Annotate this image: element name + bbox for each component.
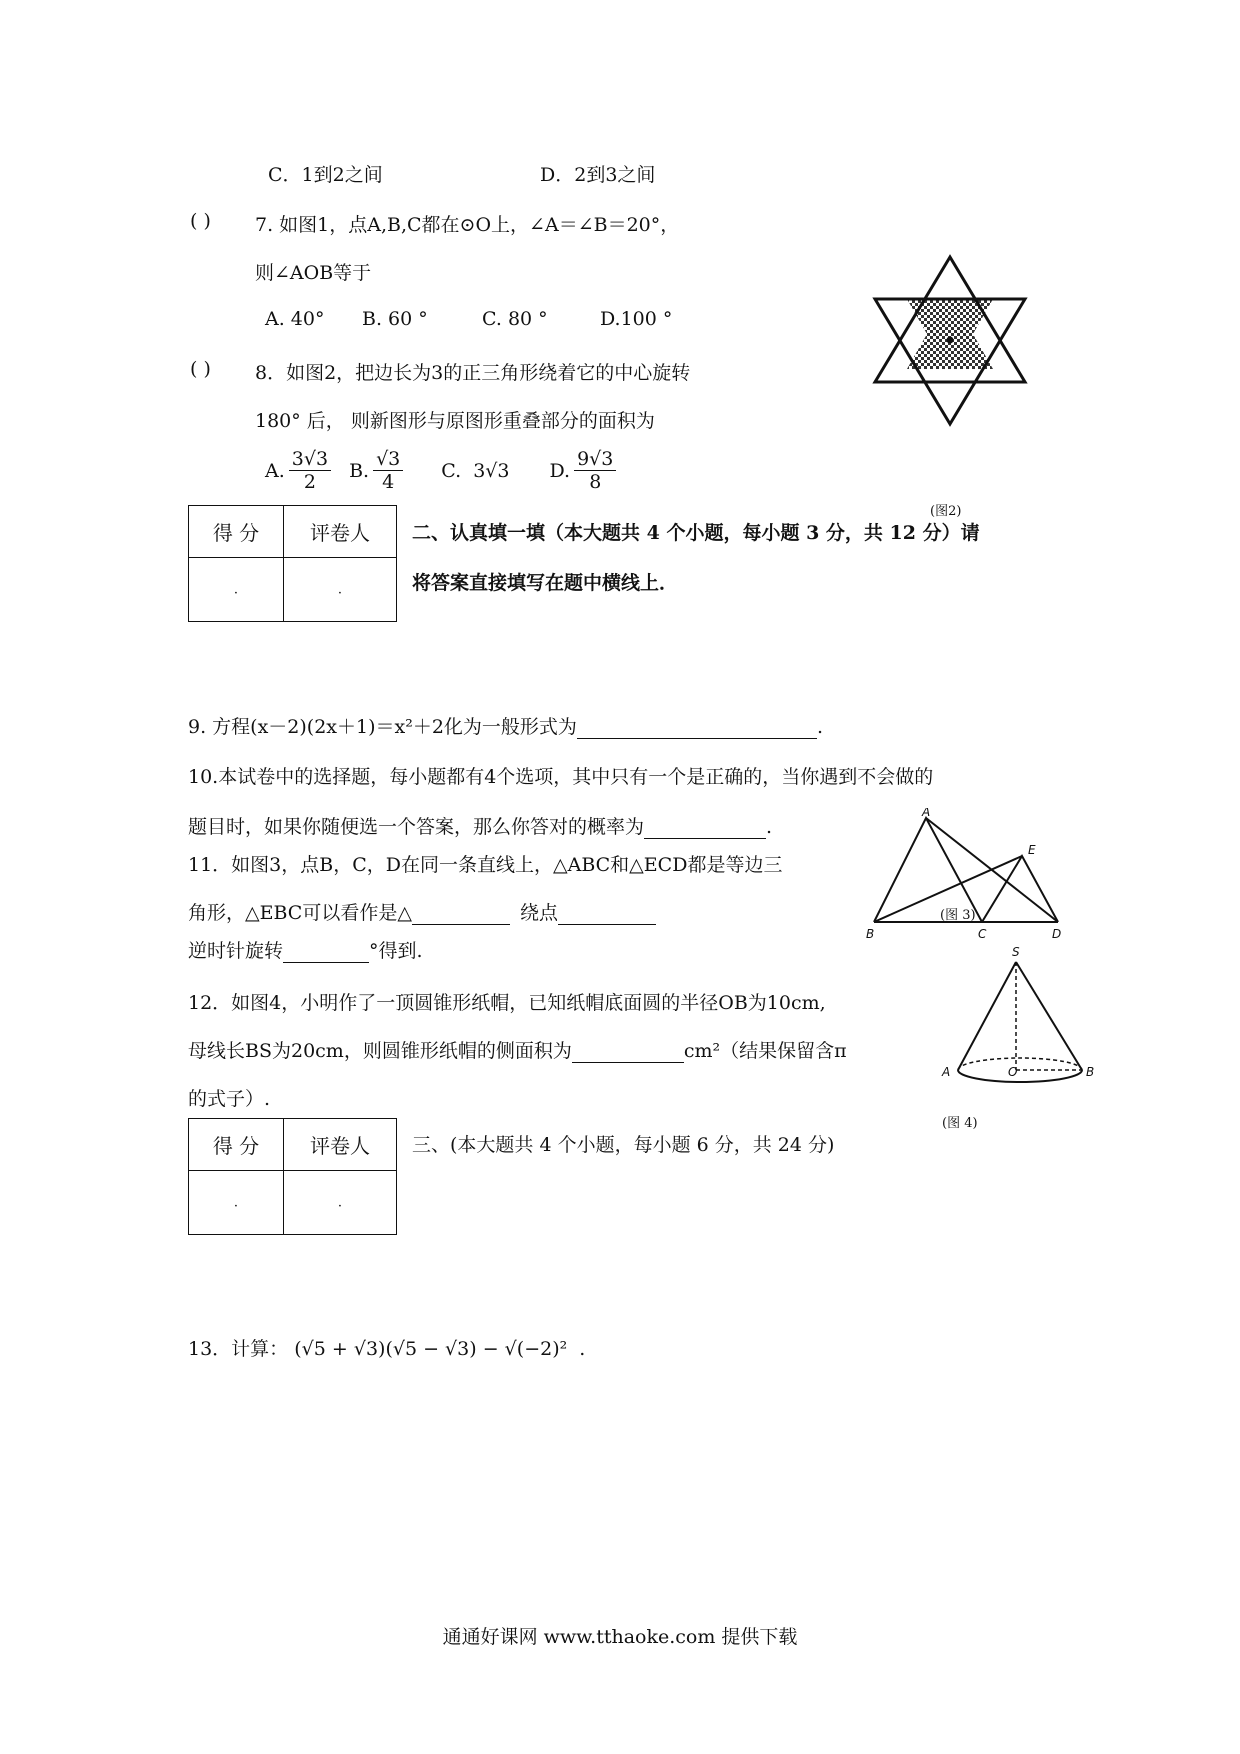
q12-line1: 12．如图4，小明作了一顶圆锥形纸帽，已知纸帽底面圆的半径OB为10cm,: [188, 992, 826, 1014]
grader-cell-mark: ·: [337, 1198, 343, 1214]
q8-option-a-label: A.: [265, 459, 285, 482]
grader-header: 评卷人: [284, 506, 397, 558]
score-table-section-3: [188, 1118, 397, 1235]
q10-answer-blank[interactable]: [644, 818, 766, 839]
q11-line2: [188, 898, 656, 925]
figure-2-caption: (图2): [930, 504, 962, 519]
q9-period: .: [816, 716, 823, 738]
q11-line1: 11．如图3，点B，C，D在同一条直线上，△ABC和△ECD都是等边三: [188, 854, 783, 876]
q7-option-b: B. 60 °: [362, 308, 428, 330]
q6-option-d: D．2到3之间: [540, 164, 656, 186]
q10-line2: [188, 812, 772, 839]
q8-option-d-label: D.: [549, 459, 571, 482]
q8-option-c-label: C.: [441, 459, 462, 482]
q13-label: 13．计算：: [188, 1338, 289, 1360]
q7-stem-line2: 则∠AOB等于: [255, 262, 372, 284]
point-label-a: A: [942, 1065, 951, 1079]
grader-cell[interactable]: [284, 1171, 397, 1235]
section-2-heading-line2: 将答案直接填写在题中横线上．: [412, 572, 679, 594]
section-2-heading-line1: 二、认真填一填（本大题共 4 个小题，每小题 3 分，共 12 分）请: [412, 522, 980, 544]
figure-4-caption: (图 4): [942, 1116, 978, 1131]
figure-3-caption: (图 3): [940, 908, 976, 923]
q11-angle-blank[interactable]: [283, 942, 369, 963]
q7-answer-paren: ( ): [190, 210, 211, 232]
score-cell[interactable]: [189, 1171, 284, 1235]
point-label-a: A: [922, 808, 931, 819]
q7-option-a: A. 40°: [265, 308, 325, 330]
section-3-heading: 三、(本大题共 4 个小题，每小题 6 分，共 24 分): [412, 1134, 835, 1156]
fraction-numerator: 3√3: [289, 448, 331, 471]
q12-stem-a: 母线长BS为20cm，则圆锥形纸帽的侧面积为: [188, 1040, 572, 1062]
q10-line1: 10.本试卷中的选择题，每小题都有4个选项，其中只有一个是正确的，当你遇到不会做的: [188, 766, 934, 788]
q11-triangle-blank[interactable]: [412, 904, 510, 925]
score-header: 得 分: [189, 506, 284, 558]
fraction-numerator: √3: [373, 448, 403, 471]
point-label-e: E: [1028, 843, 1036, 857]
grader-header: 评卷人: [284, 1119, 397, 1171]
q12-line2: [188, 1036, 847, 1063]
q10-period: .: [766, 816, 773, 838]
q11-stem-d: °得到.: [369, 940, 423, 962]
q8-answer-paren: ( ): [190, 358, 211, 380]
q11-line3: [188, 936, 423, 963]
point-label-b: B: [1086, 1065, 1095, 1079]
q8-option-c-value: 3√3: [473, 459, 510, 482]
score-cell[interactable]: [189, 558, 284, 622]
q7-stem: 7. 如图1，点A,B,C都在⊙O上，∠A＝∠B＝20°，: [255, 214, 680, 236]
q8-stem-line2: 180° 后， 则新图形与原图形重叠部分的面积为: [255, 410, 655, 432]
score-table-section-2: [188, 505, 397, 622]
score-cell-mark: ·: [233, 1198, 239, 1214]
grader-cell-mark: ·: [337, 585, 343, 601]
q8-option-b-fraction: [373, 448, 403, 493]
fraction-denominator: 2: [303, 471, 316, 493]
q7-option-d: D.100 °: [600, 308, 673, 330]
figure-4-cone: [936, 942, 1126, 1084]
fraction-denominator: 8: [589, 471, 602, 493]
fraction-denominator: 4: [382, 471, 395, 493]
q13-line: [188, 1334, 585, 1361]
point-label-s: S: [1012, 945, 1020, 959]
q13-period: .: [579, 1338, 586, 1360]
q13-expression-a: (√5 + √3)(√5 − √3) −: [294, 1338, 505, 1360]
point-label-o: O: [1008, 1065, 1018, 1079]
center-point: [947, 337, 954, 344]
point-label-d: D: [1052, 927, 1062, 940]
q6-option-c: C．1到2之间: [268, 164, 383, 186]
figure-2-hexagram: [870, 252, 1030, 432]
point-label-b: B: [866, 927, 875, 940]
q12-line3: 的式子）.: [188, 1088, 271, 1110]
q9-stem: 9. 方程(x－2)(2x＋1)＝x²＋2化为一般形式为: [188, 716, 577, 738]
q9-answer-blank[interactable]: [577, 718, 817, 739]
q9-line: [188, 712, 823, 739]
q8-option-b-label: B.: [349, 459, 370, 482]
q11-stem-c: 逆时针旋转: [188, 940, 284, 962]
q11-center-blank[interactable]: [558, 904, 656, 925]
score-header: 得 分: [189, 1119, 284, 1171]
q12-stem-b: cm²（结果保留含π: [683, 1040, 847, 1062]
point-label-c: C: [978, 927, 987, 940]
fraction-numerator: 9√3: [574, 448, 616, 471]
grader-cell[interactable]: [284, 558, 397, 622]
q8-options: [265, 448, 620, 493]
q13-expression-b: √(−2)²: [504, 1338, 568, 1360]
q12-answer-blank[interactable]: [572, 1042, 684, 1063]
q8-option-d-fraction: [574, 448, 616, 493]
q7-option-c: C. 80 °: [482, 308, 548, 330]
score-cell-mark: ·: [233, 585, 239, 601]
q8-option-a-fraction: [289, 448, 331, 493]
q11-stem-b: 绕点: [519, 902, 558, 924]
page-footer: 通通好课网 www.tthaoke.com 提供下载: [442, 1626, 798, 1648]
q8-stem: 8．如图2，把边长为3的正三角形绕着它的中心旋转: [255, 362, 691, 384]
q11-stem-a: 角形，△EBC可以看作是△: [188, 902, 412, 924]
q10-stem: 题目时，如果你随便选一个答案，那么你答对的概率为: [188, 816, 645, 838]
